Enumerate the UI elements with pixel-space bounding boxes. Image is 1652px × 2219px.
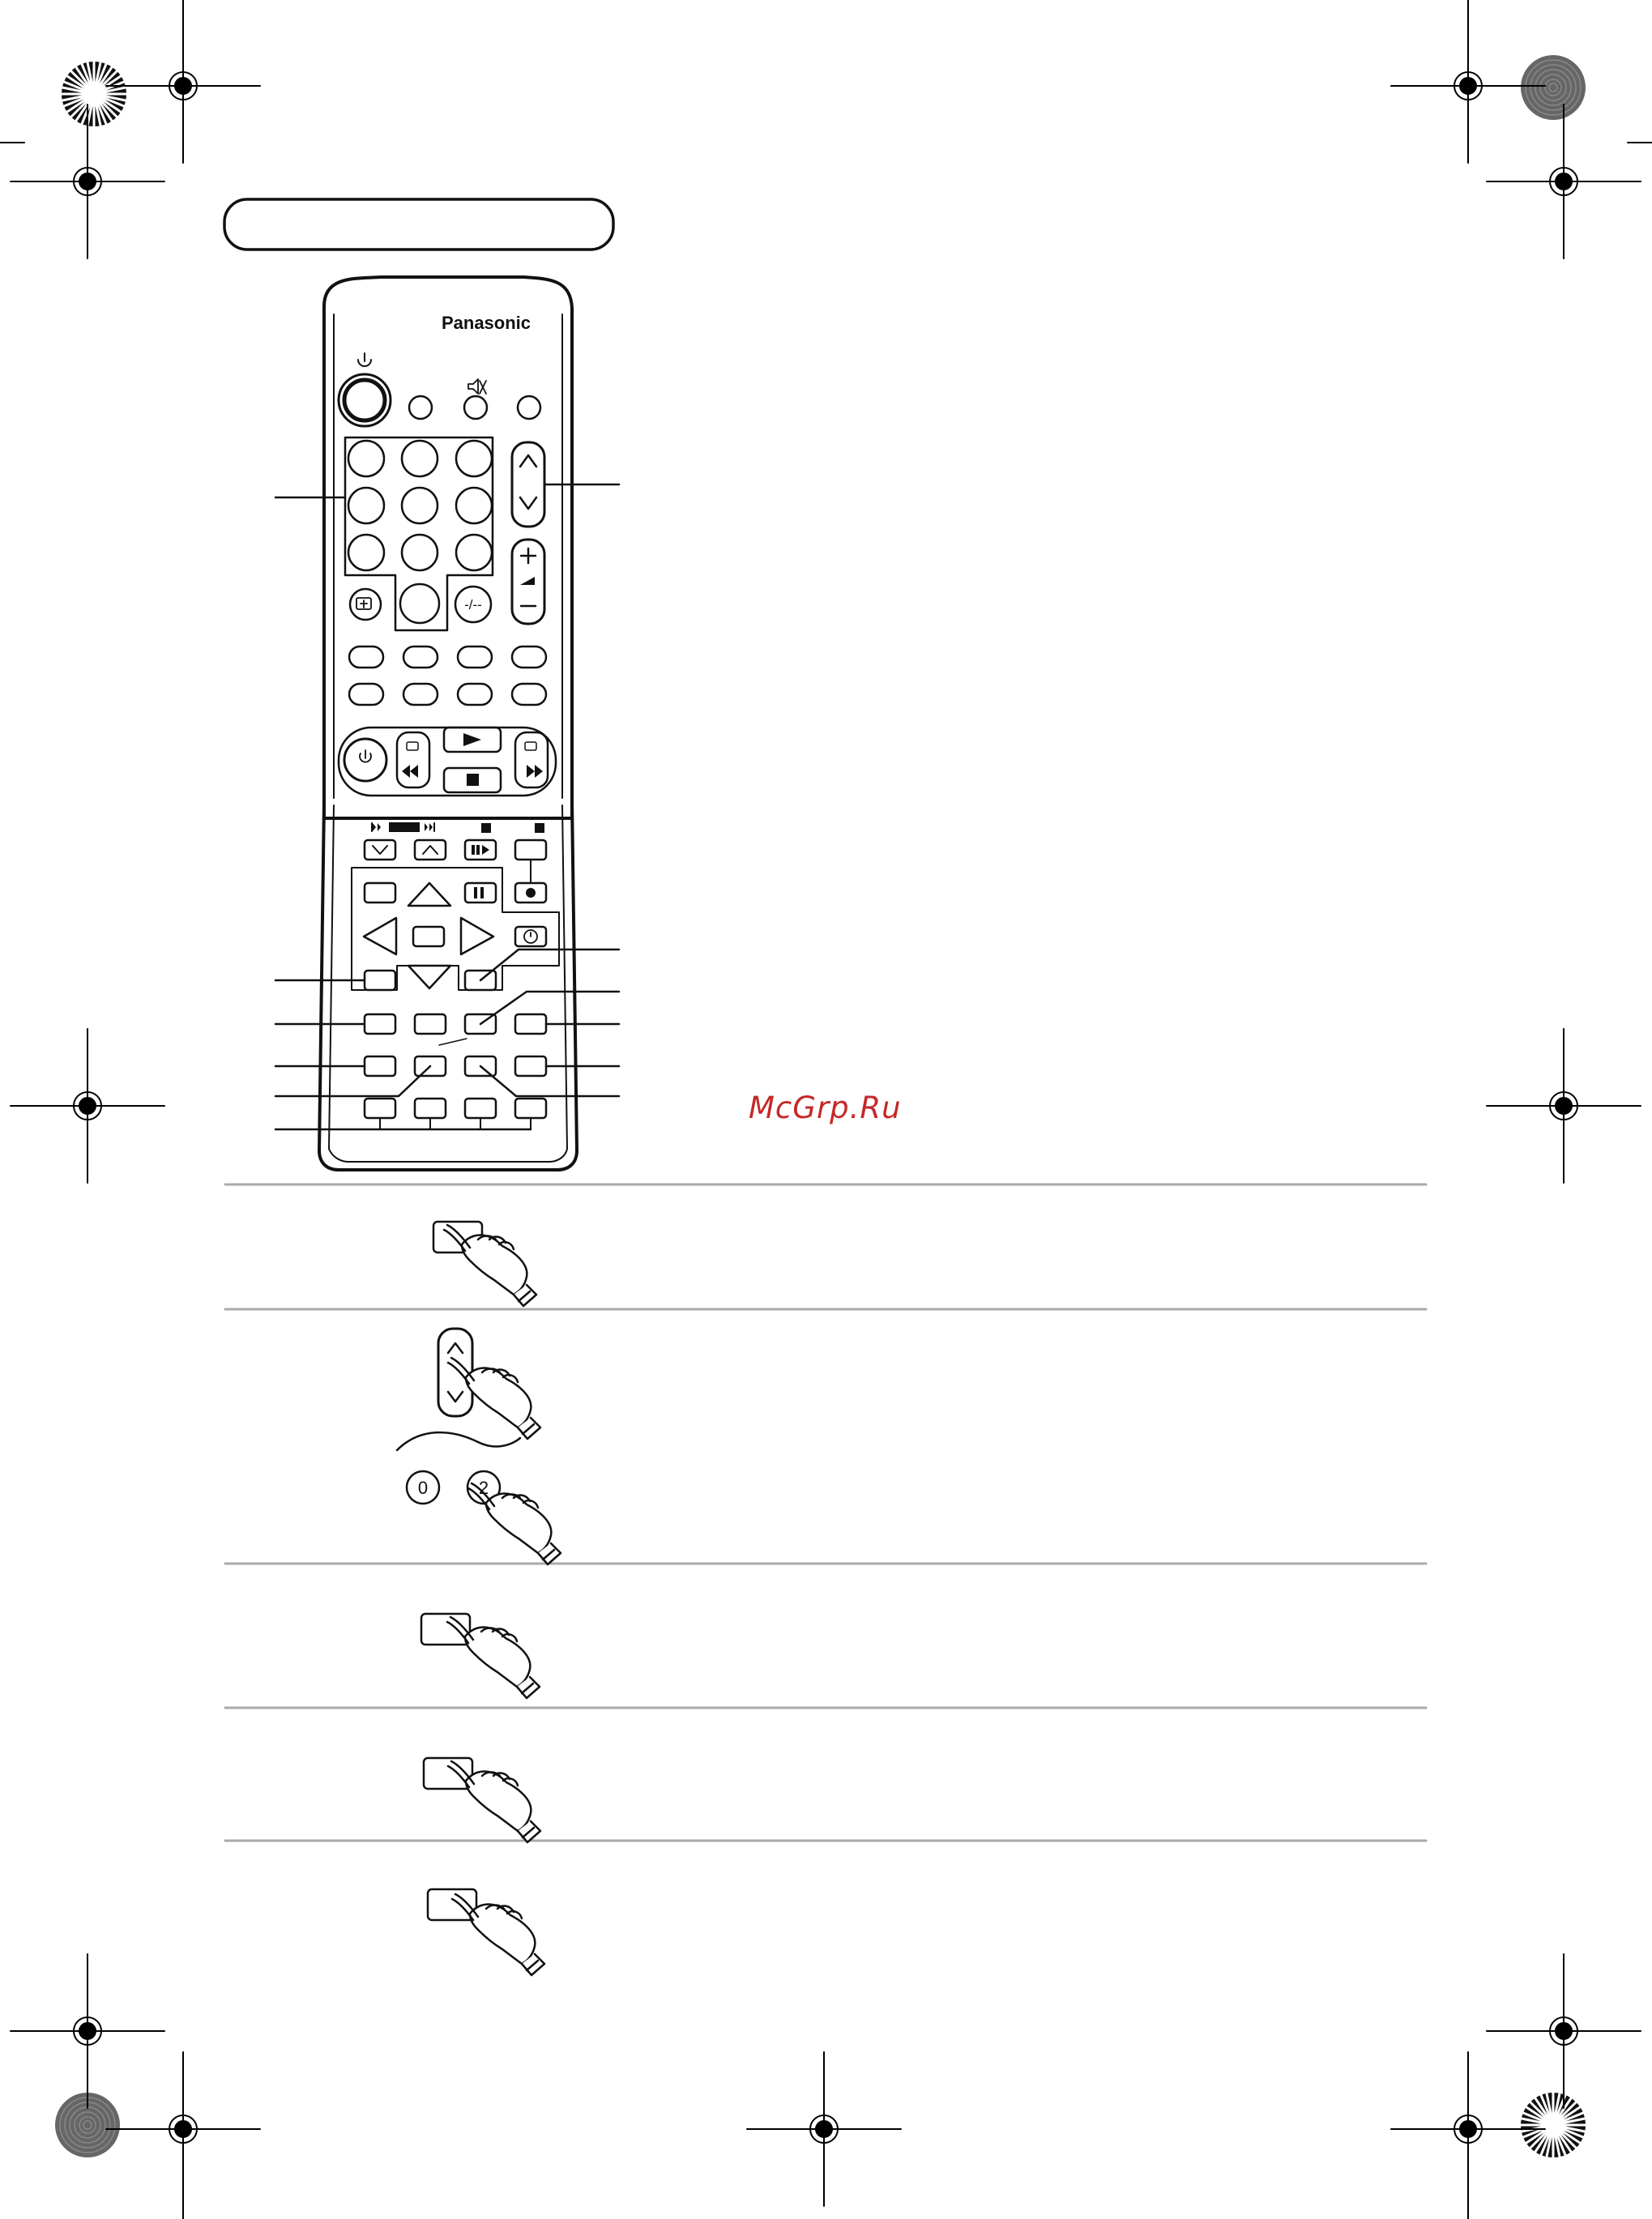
step-digit-0-label: 0: [417, 1478, 429, 1498]
watermark: McGrp.Ru: [749, 1090, 902, 1125]
minus-dash-key-label: -/--: [464, 597, 482, 612]
remote-brand-logo: Panasonic: [441, 313, 531, 333]
step-digit-2-label: 2: [478, 1478, 489, 1498]
